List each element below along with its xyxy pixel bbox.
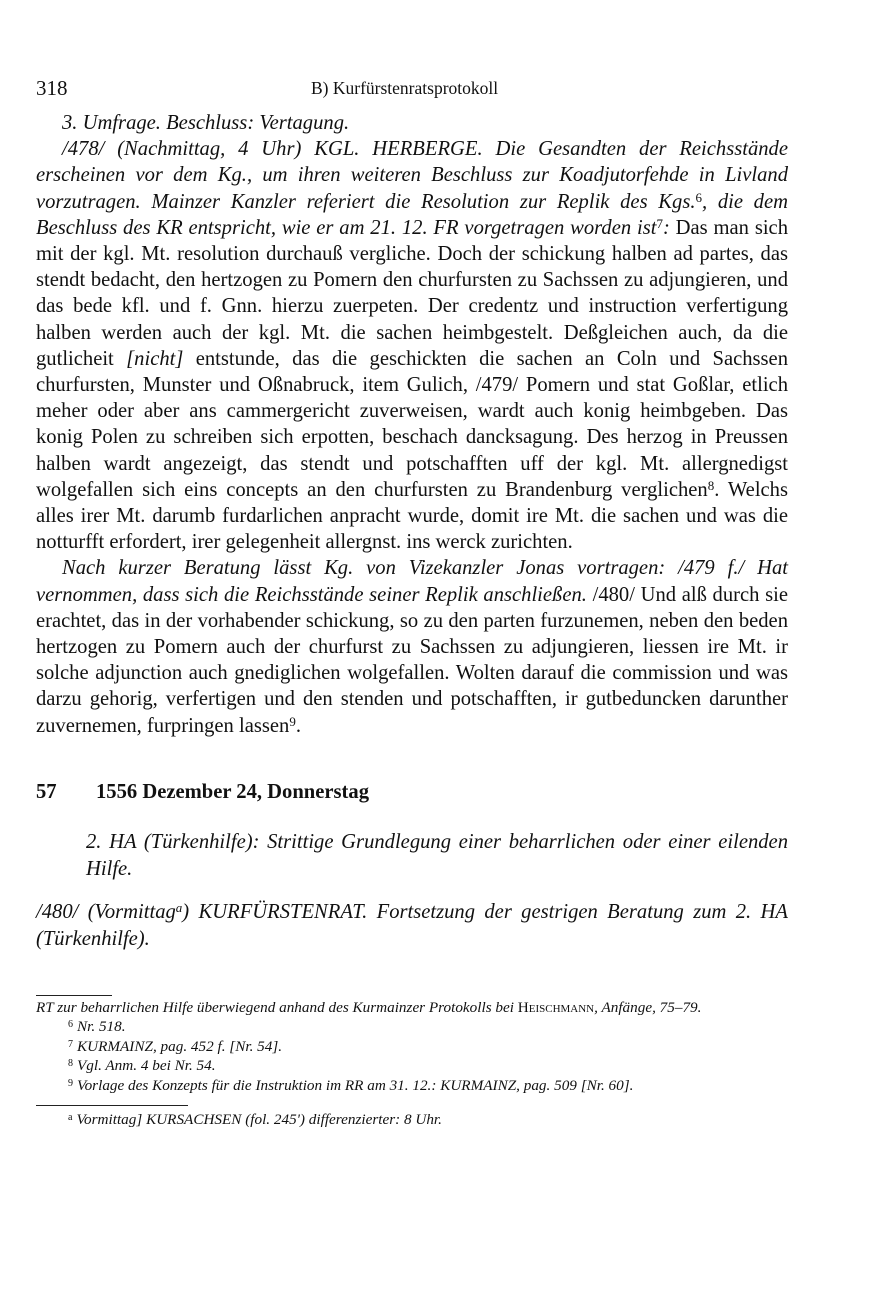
jonas-intro: Nach kurzer Beratung lässt Kg. von Vizekanzler Jonas vortragen: /479 f./ Hat vernommen, dass sich die Reichsstände seiner Replik anschließen. bbox=[36, 557, 788, 606]
quote-text-3: . Welchs alles irer Mt. darumb furdarlichen anpracht wurde, domit ire Mt. die sachen und was die notturfft erfordert, irer gelegenheit allergnst. ins werck zurichten. bbox=[36, 478, 788, 554]
footnote-text: Vorlage des Konzepts für die Instruktion im RR am 31. 12.: KURMAINZ, pag. 509 [Nr. 60]. bbox=[77, 1076, 634, 1094]
footnote-lead bbox=[36, 998, 788, 1017]
document-page bbox=[36, 76, 788, 1129]
regest: 2. HA (Türkenhilfe): Strittige Grundlegung einer beharrlichen oder einer eilenden Hilfe. bbox=[86, 830, 788, 880]
letter-note-ref-a[interactable]: a bbox=[175, 899, 183, 915]
jonas-quote: /480/ Und alß durch sie erachtet, das in der vorhabender schickung, so zu den parten furzunemen, neben den beden hertzogen zu Pomern auch der churfurst zu Sachssen zu adjungieren, liessen ire Mt. ir solche adjunction auch gnediglichen wolgefallen. Wolten darauf die commission und was darzu gehorig, verfertigen und den stenden und potschafften, ir gutbeduncken darunther zuvernemen, furpringen lassen bbox=[36, 583, 788, 737]
paragraph-herberge bbox=[36, 136, 788, 555]
section-heading bbox=[36, 781, 788, 809]
opening-text-2: ) KURFÜRSTENRAT. Fortsetzung der gestrigen Beratung zum 2. HA (Türkenhilfe). bbox=[36, 900, 788, 950]
footnote-8 bbox=[36, 1056, 788, 1075]
footnote-divider bbox=[36, 995, 112, 996]
section-date: 1556 Dezember 24, Donnerstag bbox=[96, 780, 370, 803]
herberge-colon: : bbox=[662, 216, 670, 239]
jonas-end: . bbox=[295, 714, 301, 737]
footnote-text: KURMAINZ, pag. 452 f. [Nr. 54]. bbox=[77, 1037, 283, 1055]
quote-text-2: entstunde, das die geschickten die sachen an Coln und Sachssen churfursten, Munster und Oßnabruck, item Gulich, /479/ Pomern und stat Goßlar, etlich meher oder aber ans cammergericht zuverweisen, wardt auch konig heimbgeben. Das konig Polen zu schreiben sich erpotten, beschach dancksagung. Des herzog in Preussen halben wardt angezeigt, das stendt und potschafften uff der kgl. Mt. allergnedigst wolgefallen sich eins concepts an den churfursten zu Brandenburg verglichen bbox=[36, 347, 788, 501]
footnote-mark: 8 bbox=[68, 1058, 73, 1070]
footnote-lead-text: RT zur beharrlichen Hilfe überwiegend anhand des Kurmainzer Protokolls bei bbox=[36, 998, 518, 1016]
letter-note-a bbox=[36, 1110, 788, 1129]
main-text bbox=[36, 110, 788, 739]
footnote-ref-8[interactable]: 8 bbox=[707, 477, 715, 493]
footnote-lead-author: Heischmann bbox=[517, 998, 595, 1016]
letter-notes-divider bbox=[36, 1105, 188, 1106]
footnote-mark: 6 bbox=[68, 1019, 73, 1031]
umfrage-text: 3. Umfrage. Beschluss: Vertagung. bbox=[62, 112, 350, 134]
footnote-mark: 9 bbox=[68, 1077, 73, 1089]
footnote-9 bbox=[36, 1076, 788, 1095]
paragraph-jonas bbox=[36, 555, 788, 738]
paragraph-umfrage bbox=[36, 110, 788, 136]
footnote-text: Vgl. Anm. 4 bei Nr. 54. bbox=[77, 1057, 216, 1075]
session-opening bbox=[36, 899, 788, 953]
footnote-mark: 7 bbox=[68, 1038, 73, 1050]
footnote-lead-text-2: , Anfänge, 75–79. bbox=[594, 998, 702, 1016]
footnote-text: Nr. 518. bbox=[77, 1018, 126, 1036]
running-head bbox=[36, 76, 788, 110]
quote-text-1: Das man sich mit der kgl. Mt. resolution durchauß vergliche. Doch der schickung halben ad partes, das stendt bedacht, den hertzogen zu Pomern den churfursten zu Sachssen zu adjungieren, und das bede kfl. und f. Gnn. hierzu zuerpeten. Der credentz und instruction verfertigung halben werden auch der kgl. Mt. die sachen heimbgestelt. Deßgleichen auch, da die gutlicheit bbox=[36, 216, 788, 370]
footnotes bbox=[36, 998, 788, 1095]
footnote-ref-6[interactable]: 6 bbox=[695, 189, 702, 205]
herberge-intro: /478/ (Nachmittag, 4 Uhr) KGL. HERBERGE. Die Gesandten der Reichsstände erscheinen vor dem Kg., um ihren weiteren Beschluss zur Koadjutorfehde in Livland vorzutragen. Mainzer Kanzler referiert die Resolution zur Replik des Kgs. bbox=[36, 138, 788, 213]
opening-text-1: /480/ (Vormittag bbox=[36, 900, 176, 923]
editorial-insert-nicht: [nicht] bbox=[126, 347, 184, 370]
section-number: 57 bbox=[36, 780, 57, 803]
footnote-6 bbox=[36, 1017, 788, 1036]
letter-note-text: Vormittag] KURSACHSEN (fol. 245') differenzierter: 8 Uhr. bbox=[76, 1110, 442, 1128]
letter-note-mark: a bbox=[68, 1111, 73, 1123]
footnote-ref-7[interactable]: 7 bbox=[656, 215, 663, 231]
footnote-ref-9[interactable]: 9 bbox=[289, 713, 296, 729]
page-number: 318 bbox=[36, 76, 68, 100]
running-title: B) Kurfürstenratsprotokoll bbox=[311, 78, 499, 98]
footnote-7 bbox=[36, 1037, 788, 1056]
letter-notes bbox=[36, 1110, 788, 1129]
herberge-intro-cont: , die dem Beschluss des KR entspricht, wie er am 21. 12. FR vorgetragen worden ist bbox=[36, 190, 788, 239]
